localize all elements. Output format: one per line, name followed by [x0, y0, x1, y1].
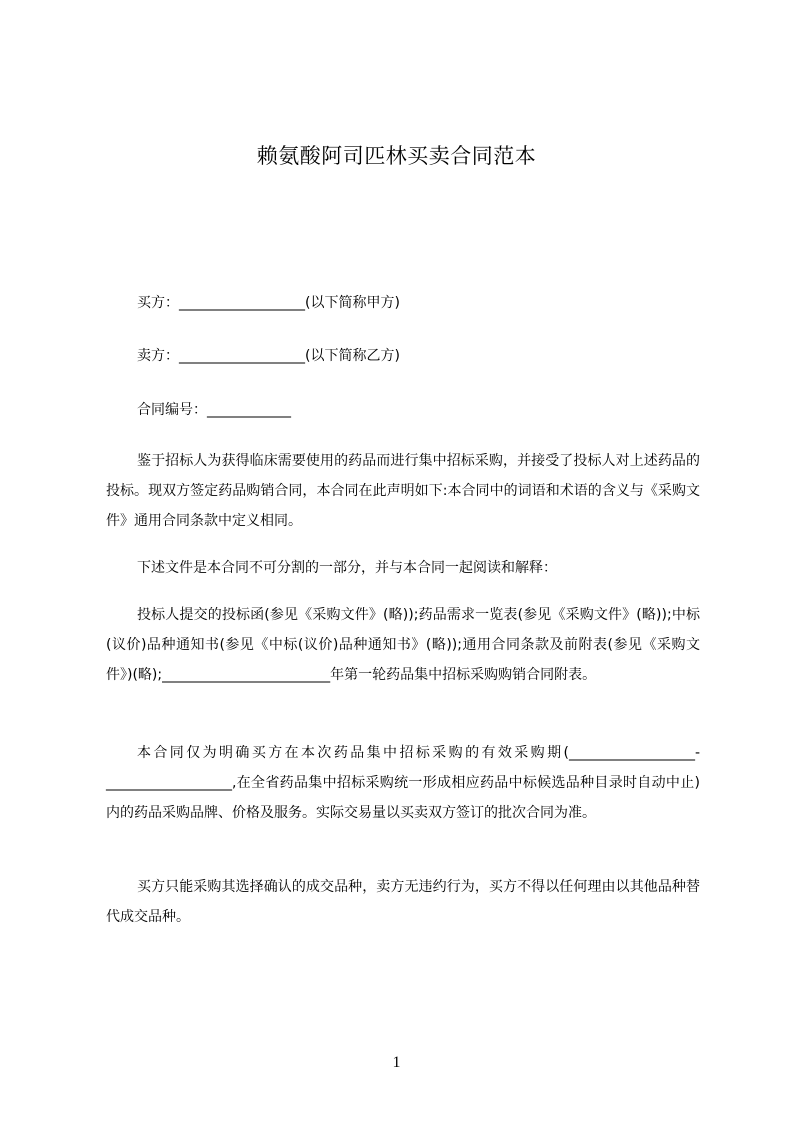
page-number: 1: [392, 1054, 401, 1071]
page-title: 赖氨酸阿司匹林买卖合同范本: [256, 144, 537, 168]
buyer-line: 买方：__________________(以下简称甲方): [137, 295, 400, 311]
seller-line: 卖方：__________________(以下简称乙方): [137, 348, 400, 364]
paragraph-scope: 本合同仅为明确买方在本次药品集中招标采购的有效采购期(__________________-__________________,在全省药品集中招标采购统一形成相应药品中标候选品种目录时自动中止)内的药品采购品牌、价格及服务。实际交易量以买卖双方签订的批次合同为准。: [106, 745, 700, 821]
contract-number-line: 合同编号：____________: [137, 402, 291, 418]
paragraph-documents-intro: 下述文件是本合同不可分割的一部分，并与本合同一起阅读和解释：: [137, 560, 557, 576]
paragraph-documents-list: 投标人提交的投标函(参见《采购文件》(略));药品需求一览表(参见《采购文件》(略));中标(议价)品种通知书(参见《中标(议价)品种通知书》(略));通用合同条款及前附表(参见《采购文件》)(略);________________________年第一轮药品集中招标采购购销合同附表。: [106, 607, 700, 683]
paragraph-substitution: 买方只能采购其选择确认的成交品种，卖方无违约行为，买方不得以任何理由以其他品种替代成交品种。: [106, 879, 700, 925]
paragraph-preamble: 鉴于招标人为获得临床需要使用的药品而进行集中招标采购，并接受了投标人对上述药品的投标。现双方签定药品购销合同，本合同在此声明如下:本合同中的词语和术语的含义与《采购文件》通用合同条款中定义相同。: [106, 453, 700, 529]
